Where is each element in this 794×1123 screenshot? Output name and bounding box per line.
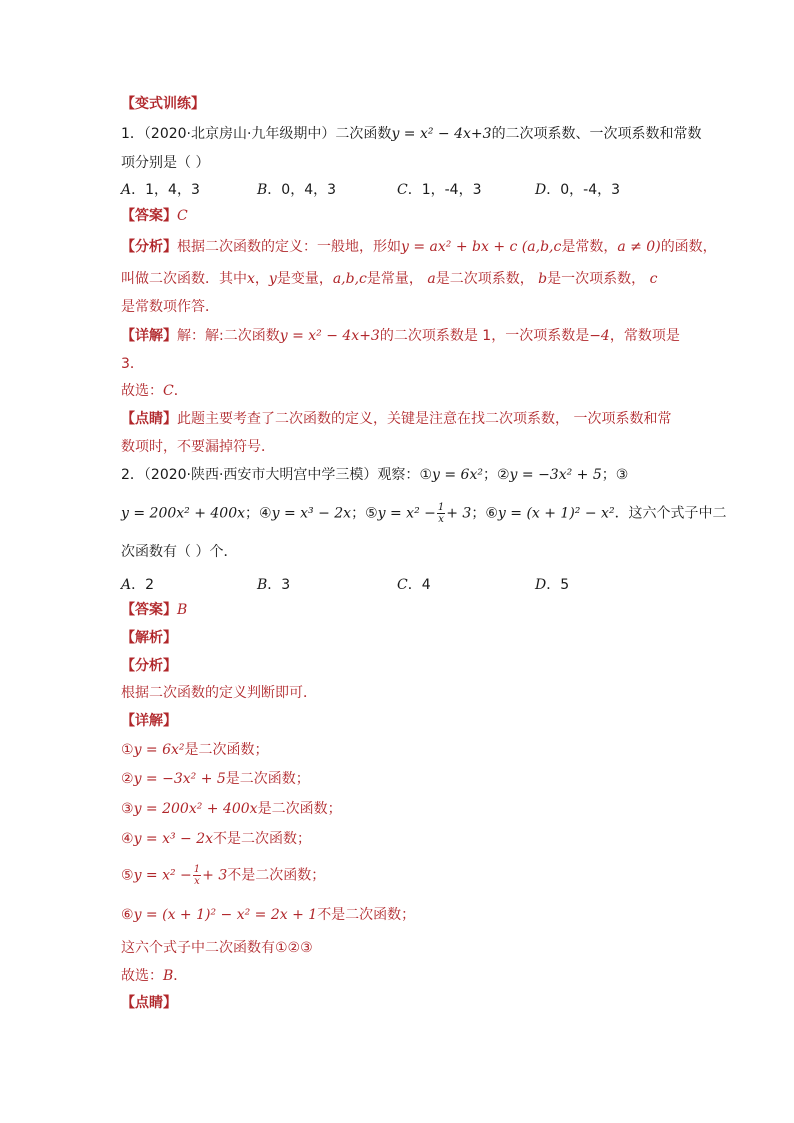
q2-option-c: C．4: [397, 577, 431, 593]
q1-analysis-line2: 叫做二次函数．其中x，y是变量，a,b,c是常量， a是二次项系数， b是一次项系数， c: [121, 271, 658, 287]
q2-comment-label: 【点睛】: [121, 995, 177, 1011]
q1-stem-line1: 1．（2020·北京房山·九年级期中）二次函数y = x² − 4x+3的二次项系数、一次项系数和常数: [121, 126, 702, 142]
q2-detail-label: 【详解】: [121, 713, 177, 729]
q2-solution-label: 【解析】: [121, 630, 177, 646]
q1-analysis-line1: 【分析】根据二次函数的定义：一般地，形如y = ax² + bx + c (a,b,c是常数，a ≠ 0)的函数，: [121, 239, 717, 255]
q2-conclusion: 这六个式子中二次函数有①②③: [121, 940, 313, 956]
q1-analysis-line3: 是常数项作答．: [121, 299, 219, 315]
q2-analysis-label: 【分析】: [121, 658, 177, 674]
q1-answer: 【答案】C: [121, 208, 188, 224]
q2-option-d: D．5: [535, 577, 570, 593]
q1-detail-line1: 【详解】解：解:二次函数y = x² − 4x+3的二次项系数是 1，一次项系数是−4，常数项是: [121, 328, 680, 344]
q1-option-d: D．0，-4，3: [535, 182, 621, 198]
q2-detail-4: ④y = x³ − 2x不是二次函数；: [121, 831, 312, 847]
fraction: $\frac{1}{x}$: [193, 864, 201, 887]
q1-stem-line2: 项分别是（ ）: [121, 155, 210, 171]
q2-stem-line1: 2．（2020·陕西·西安市大明宫中学三模）观察：①y = 6x²；②y = −3x² + 5；③: [121, 467, 629, 483]
q2-answer: 【答案】B: [121, 602, 188, 618]
q2-detail-1: ①y = 6x²是二次函数；: [121, 742, 269, 758]
q1-detail-line2: 3．: [121, 356, 144, 372]
q2-analysis-text: 根据二次函数的定义判断即可．: [121, 685, 317, 701]
q1-comment-line2: 数项时，不要漏掉符号．: [121, 439, 275, 455]
q1-option-b: B．0，4，3: [257, 182, 337, 198]
q2-detail-5: ⑤y = x² − $\frac{1}{x}$ + 3不是二次函数；: [121, 864, 326, 887]
fraction: $\frac{1}{x}$: [437, 502, 445, 525]
q1-comment-line1: 【点睛】此题主要考查了二次函数的定义，关键是注意在找二次项系数， 一次项系数和常: [121, 411, 672, 427]
q2-detail-6: ⑥y = (x + 1)² − x² = 2x + 1不是二次函数；: [121, 907, 416, 923]
q2-option-b: B．3: [257, 577, 291, 593]
q1-choose: 故选：C．: [121, 383, 188, 399]
q2-option-a: A．2: [121, 577, 155, 593]
q2-stem-line3: 次函数有（ ）个．: [121, 544, 238, 560]
section-title: 【变式训练】: [121, 96, 205, 112]
q2-detail-3: ③y = 200x² + 400x是二次函数；: [121, 801, 342, 817]
q2-detail-2: ②y = −3x² + 5是二次函数；: [121, 771, 310, 787]
q1-option-c: C．1，-4，3: [397, 182, 482, 198]
q1-option-a: A．1，4，3: [121, 182, 200, 198]
q2-choose: 故选：B．: [121, 968, 188, 984]
q2-stem-line2: y = 200x² + 400x；④y = x³ − 2x；⑤y = x² − $\frac{1}{x}$ + 3；⑥y = (x + 1)² − x²．这六个式子中二: [121, 502, 727, 525]
